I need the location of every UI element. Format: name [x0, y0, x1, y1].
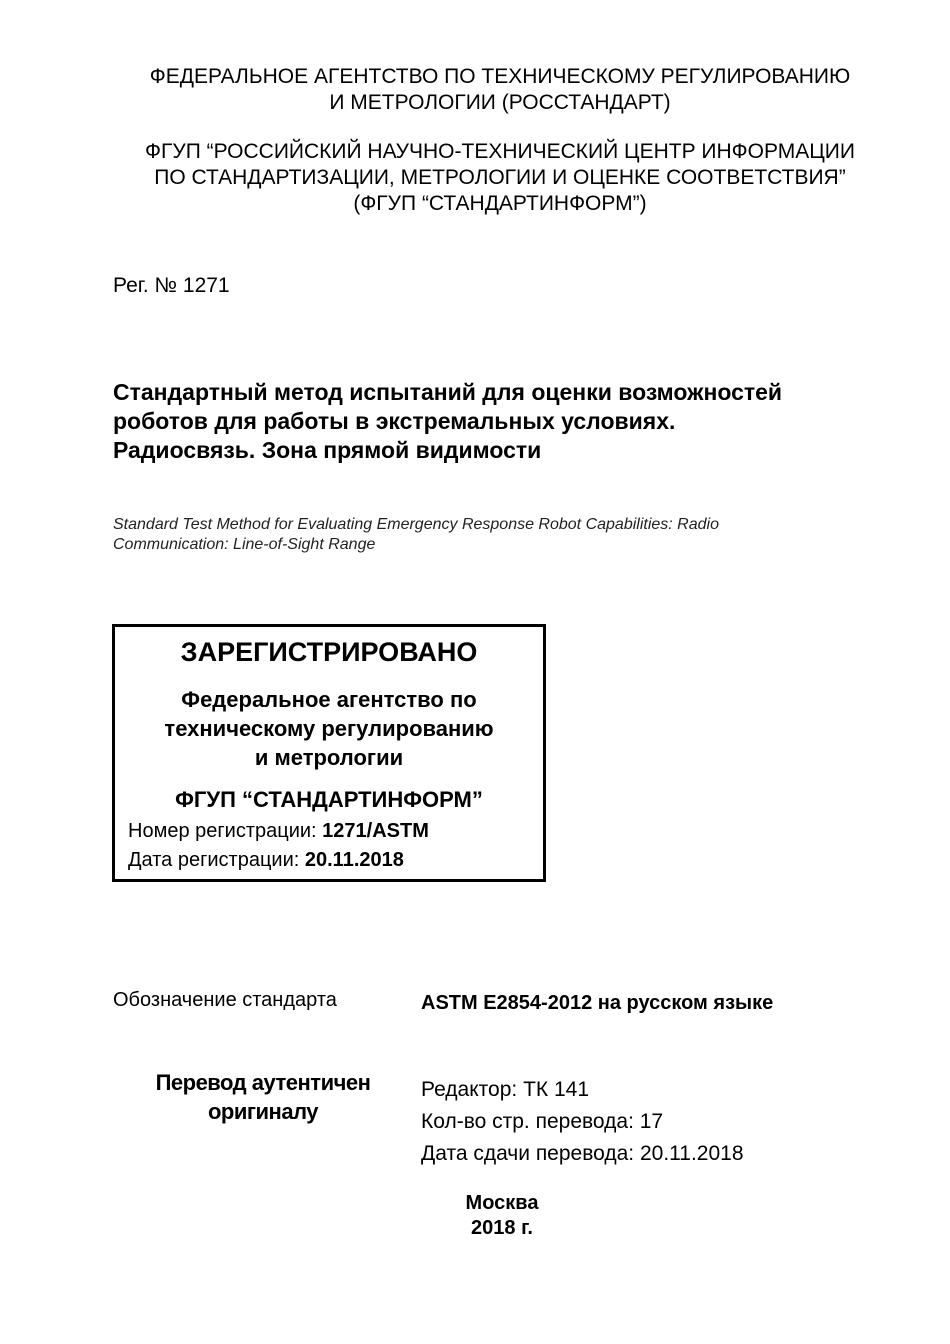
stamp-agency: [115, 685, 543, 772]
title-en-line: Communication: Line-of-Sight Range: [113, 536, 376, 553]
stamp-organization: ФГУП “СТАНДАРТИНФОРМ”: [175, 787, 483, 812]
title-ru-line: Радиосвязь. Зона прямой видимости: [113, 437, 542, 463]
fgup-header-line: ПО СТАНДАРТИЗАЦИИ, МЕТРОЛОГИИ И ОЦЕНКЕ СООТВЕТСТВИЯ”: [154, 166, 846, 189]
stamp-agency-line: Федеральное агентство по: [181, 687, 477, 712]
title-ru-line: роботов для работы в экстремальных условиях.: [113, 408, 676, 434]
footer-year: 2018 г.: [471, 1217, 533, 1239]
stamp-reg-date-value: 20.11.2018: [304, 849, 404, 871]
stamp-agency-line: техническому регулированию: [164, 716, 494, 741]
fgup-header-line: ФГУП “РОССИЙСКИЙ НАУЧНО-ТЕХНИЧЕСКИЙ ЦЕНТР ИНФОРМАЦИИ: [145, 140, 855, 163]
designation-value: ASTM E2854-2012 на русском языке: [421, 992, 774, 1014]
stamp-registration-date: [128, 849, 404, 872]
stamp-reg-number-label: Номер регистрации:: [128, 820, 323, 842]
title-ru-line: Стандартный метод испытаний для оценки возможностей: [113, 379, 783, 405]
registration-stamp: [112, 624, 546, 882]
footer-city: Москва: [465, 1192, 539, 1214]
editor-info: Редактор: ТК 141: [421, 1078, 589, 1101]
agency-header-line: ФЕДЕРАЛЬНОЕ АГЕНТСТВО ПО ТЕХНИЧЕСКОМУ РЕГУЛИРОВАНИЮ: [149, 65, 851, 88]
fgup-header: [100, 139, 900, 217]
document-title-ru: [113, 378, 782, 465]
authentic-translation-note: [113, 1068, 413, 1126]
page-count-info: Кол-во стр. перевода: 17: [421, 1110, 664, 1133]
authentic-line: оригиналу: [207, 1099, 319, 1124]
city-year-footer: [402, 1191, 602, 1241]
fgup-header-line: (ФГУП “СТАНДАРТИНФОРМ”): [353, 192, 647, 215]
stamp-registration-number: [128, 820, 429, 843]
designation-label: Обозначение стандарта: [113, 989, 337, 1011]
title-en-line: Standard Test Method for Evaluating Emergency Response Robot Capabilities: Radio: [113, 516, 719, 533]
registration-number: Рег. № 1271: [113, 274, 230, 297]
stamp-agency-line: и метрологии: [254, 745, 404, 770]
agency-header-line: И МЕТРОЛОГИИ (РОССТАНДАРТ): [329, 91, 671, 114]
stamp-reg-number-value: 1271/ASTM: [322, 820, 429, 842]
stamp-reg-date-label: Дата регистрации:: [128, 849, 305, 871]
submission-date-info: Дата сдачи перевода: 20.11.2018: [421, 1142, 744, 1165]
authentic-line: Перевод аутентичен: [155, 1070, 371, 1095]
stamp-title: ЗАРЕГИСТРИРОВАНО: [180, 637, 478, 667]
agency-header: [100, 64, 900, 116]
document-title-en: [113, 515, 719, 555]
